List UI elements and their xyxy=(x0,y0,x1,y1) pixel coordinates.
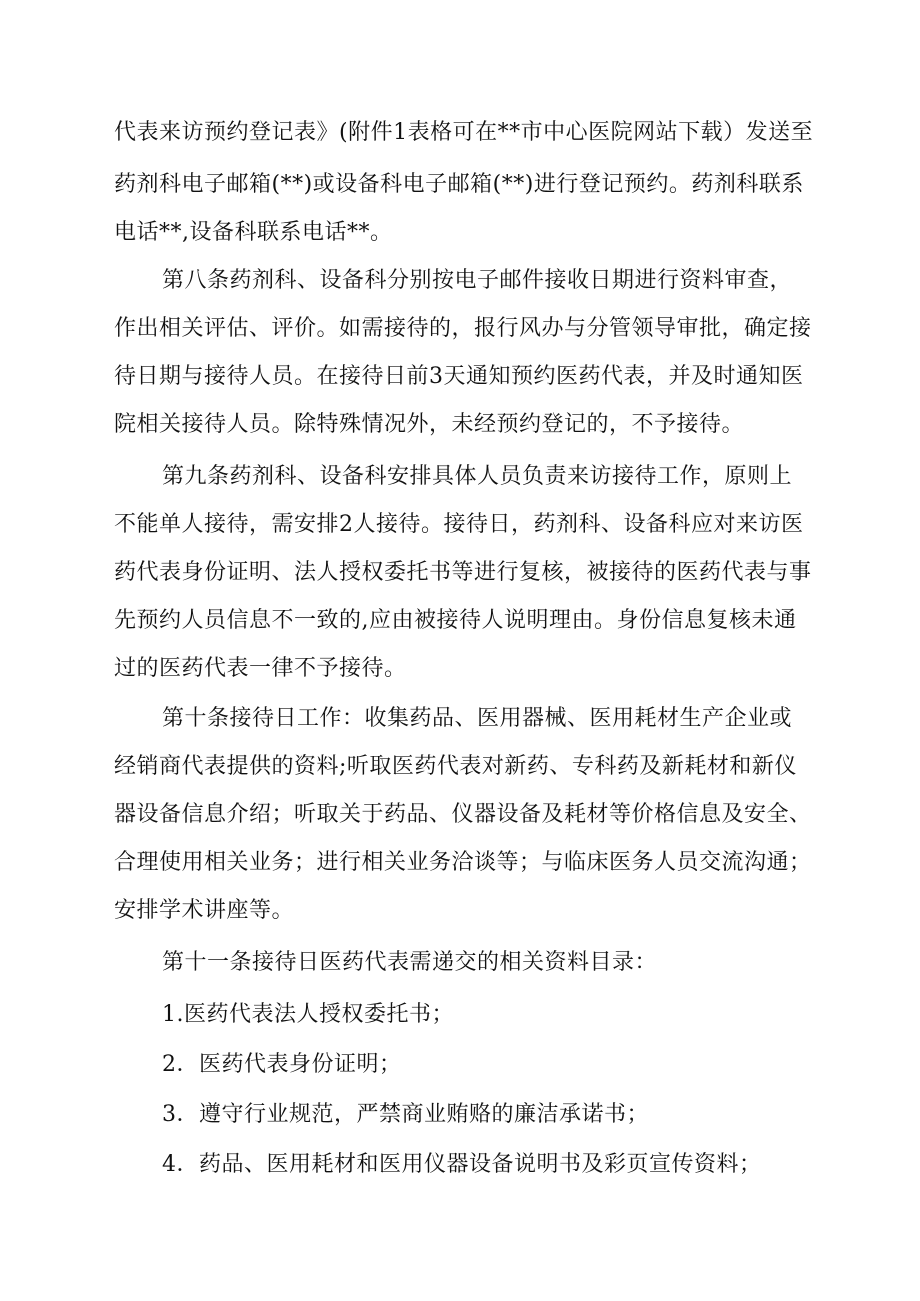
body-line: 待日期与接待人员。在接待日前3天通知预约医药代表，并及时通知医 xyxy=(114,364,804,389)
article-9-line: 第九条药剂科、设备科安排具体人员负责来访接待工作，原则上 xyxy=(162,464,793,489)
body-line: 先预约人员信息不一致的,应由被接待人说明理由。身份信息复核未通 xyxy=(114,608,797,633)
list-item: 3．遵守行业规范，严禁商业贿赂的廉洁承诺书； xyxy=(162,1102,649,1127)
list-item: 2．医药代表身份证明； xyxy=(162,1052,402,1077)
body-line: 不能单人接待，需安排2人接待。接待日，药剂科、设备科应对来访医 xyxy=(114,512,804,537)
list-item: 1.医药代表法人授权委托书； xyxy=(162,1002,454,1027)
article-8-line: 第八条药剂科、设备科分别按电子邮件接收日期进行资料审查， xyxy=(162,268,793,293)
body-line: 经销商代表提供的资料;听取医药代表对新药、专科药及新耗材和新仪 xyxy=(114,754,797,779)
body-line: 器设备信息介绍；听取关于药品、仪器设备及耗材等价格信息及安全、 xyxy=(114,802,812,827)
article-11-line: 第十一条接待日医药代表需递交的相关资料目录： xyxy=(162,950,658,975)
body-line: 作出相关评估、评价。如需接待的，报行风办与分管领导审批，确定接 xyxy=(114,316,812,341)
body-line: 代表来访预约登记表》(附件1表格可在**市中心医院网站下载）发送至 xyxy=(114,120,814,145)
article-10-line: 第十条接待日工作：收集药品、医用器械、医用耗材生产企业或 xyxy=(162,706,793,731)
body-line: 院相关接待人员。除特殊情况外，未经预约登记的，不予接待。 xyxy=(114,412,745,437)
body-line: 药剂科电子邮箱(**)或设备科电子邮箱(**)进行登记预约。药剂科联系 xyxy=(114,172,804,197)
body-line: 过的医药代表一律不予接待。 xyxy=(114,656,407,681)
body-line: 药代表身份证明、法人授权委托书等进行复核，被接待的医药代表与事 xyxy=(114,560,812,585)
body-line: 电话**,设备科联系电话**。 xyxy=(114,220,393,245)
body-line: 合理使用相关业务；进行相关业务洽谈等；与临床医务人员交流沟通； xyxy=(114,850,812,875)
body-line: 安排学术讲座等。 xyxy=(114,898,295,923)
list-item: 4．药品、医用耗材和医用仪器设备说明书及彩页宣传资料； xyxy=(162,1152,762,1177)
